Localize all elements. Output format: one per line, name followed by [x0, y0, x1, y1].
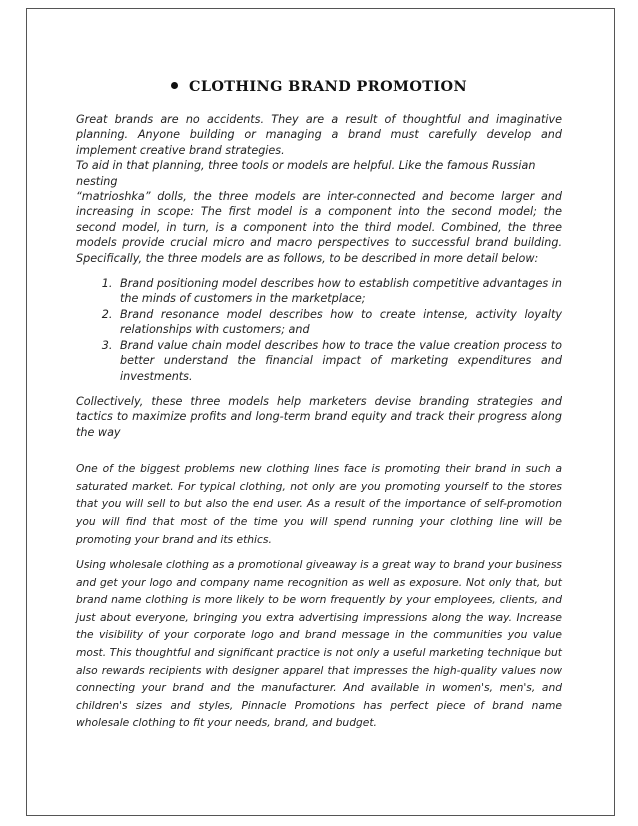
list-item: 1. Brand positioning model describes how to establish competitive advantages in the minds of customers in the marketplace; — [116, 276, 562, 307]
bullet-icon — [171, 82, 178, 89]
document-body — [76, 78, 562, 732]
intro-paragraph-2: To aid in that planning, three tools or models are helpful. Like the famous Russian nesting — [76, 159, 536, 188]
intro-paragraph-1: Great brands are no accidents. They are a result of thoughtful and imaginative planning. Anyone building or managing a brand must carefully develop and implement creative brand strategies. — [76, 113, 562, 157]
list-item: 2. Brand resonance model describes how to create intense, activity loyalty relationships with customers; and — [116, 307, 562, 338]
collectively-paragraph: Collectively, these three models help marketers devise branding strategies and tactics to maximize profits and long-term brand equity and track their progress along the way — [76, 394, 562, 439]
problems-paragraph: One of the biggest problems new clothing lines face is promoting their brand in such a saturated market. For typical clothing, not only are you promoting yourself to the stores that you will sell to but also the end user. As a result of the importance of self-promotion you will find that most of the time you will spend running your clothing line will be promoting your brand and its ethics. — [76, 462, 562, 546]
list-item: 3. Brand value chain model describes how to trace the value creation process to better understand the financial impact of marketing expenditures and investments. — [116, 338, 562, 384]
page-title-text: CLOTHING BRAND PROMOTION — [188, 78, 468, 95]
models-list — [76, 276, 562, 384]
wholesale-paragraph: Using wholesale clothing as a promotional giveaway is a great way to brand your business and get your logo and company name recognition as well as exposure. Not only that, but brand name clothing is more likely to be worn frequently by your employees, clients, and just about everyone, bringing you extra advertising impressions along the way. Increase the visibility of your corporate logo and brand message in the communities you value most. This thoughtful and significant practice is not only a useful marketing technique but also rewards recipients with designer apparel that impresses the high-quality values now connecting your brand and the manufacturer. And available in women's, men's, and children's sizes and styles, Pinnacle Promotions has perfect piece of brand name wholesale clothing to fit your needs, brand, and budget. — [76, 558, 562, 730]
page-title — [76, 78, 562, 95]
intro-paragraph-3: “matrioshka” dolls, the three models are inter-connected and become larger and increasing in scope: The first model is a component into the second model; the second model, in turn, is a component into the third model. Combined, the three models provide crucial micro and macro perspectives to successful brand building. Specifically, the three models are as follows, to be described in more detail below: — [76, 190, 562, 265]
